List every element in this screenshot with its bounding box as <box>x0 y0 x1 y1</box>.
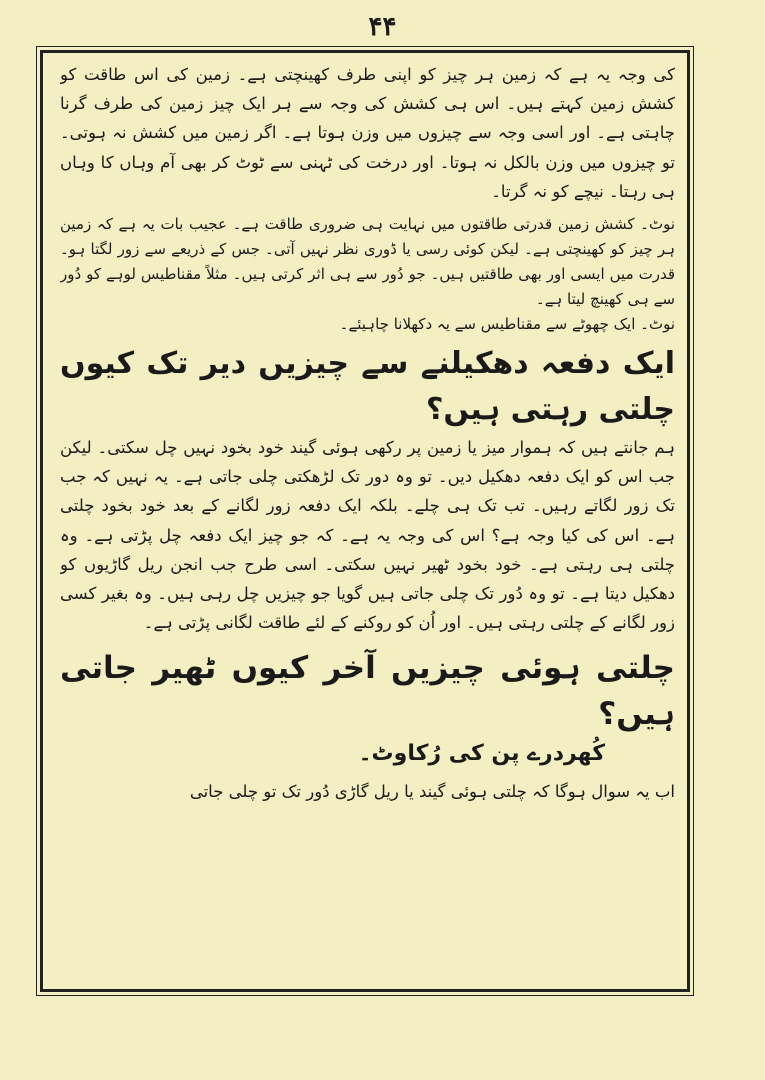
heading-stopping: چلتی ہوئی چیزیں آخر کیوں ٹھیر جاتی ہیں؟ <box>60 650 675 733</box>
page-body <box>60 60 675 985</box>
paragraph-friction: اب یہ سوال ہوگا کہ چلتی ہوئی گیند یا ریل گاڑی دُور تک تو چلی جاتی <box>189 782 675 802</box>
heading-motion: ایک دفعہ دھکیلنے سے چیزیں دیر تک کیوں چلتی رہتی ہیں؟ <box>60 346 675 428</box>
subheading-friction: کُھردرے پن کی رُکاوٹ۔ <box>358 741 605 767</box>
page-number: ۴۴ <box>368 12 397 42</box>
paragraph-gravity: کی وجہ یہ ہے کہ زمین ہر چیز کو اپنی طرف کھینچتی ہے۔ زمین کی اس طاقت کو کشش زمین کہتے ہیں۔ اس ہی کشش کی وجہ سے ہر ایک چیز زمین کی طرف گرنا چاہتی ہے۔ اور اسی وجہ سے چیزوں میں وزن ہوتا ہے۔ اگر زمین میں کشش نہ ہوتی۔ تو چیزوں میں وزن بالکل نہ ہوتا۔ اور درخت کی ٹہنی سے ٹوٹ کر بھی آم وہاں کا وہاں ہی رہتا۔ نیچے کو نہ گرتا۔ <box>60 65 675 201</box>
paragraph-motion: ہم جانتے ہیں کہ ہموار میز یا زمین پر رکھی ہوئی گیند خود بخود نہیں چل سکتی۔ لیکن جب اس کو ایک دفعہ دھکیل دیں۔ تو وہ دور تک لڑھکتی چلی جاتی ہے۔ یہ نہیں کہ جب تک زور لگاتے رہیں۔ تب تک ہی چلے۔ بلکہ ایک دفعہ زور لگانے کے بعد خود بخود چلتی ہے۔ اس کی کیا وجہ ہے؟ اس کی وجہ یہ ہے۔ کہ جو چیز ایک دفعہ چل پڑتی ہے۔ وہ چلتی ہی رہتی ہے۔ خود بخود ٹھیر نہیں سکتی۔ اسی طرح جب انجن ریل گاڑیوں کو دھکیل دیتا ہے۔ تو وہ دُور تک چلی جاتی ہیں گویا جو چیزیں چل رہی ہیں۔ وہ بغیر کسی زور لگانے کے چلتی رہتی ہیں۔ اور اُن کو روکنے کے لئے طاقت لگانی پڑتی ہے۔ <box>60 438 675 633</box>
note-magnet: نوٹ۔ ایک چھوٹے سے مقناطیس سے یہ دکھلانا چاہیئے۔ <box>339 315 675 334</box>
note-gravity: نوٹ۔ کشش زمین قدرتی طاقتوں میں نہایت ہی ضروری طاقت ہے۔ عجیب بات یہ ہے کہ زمین ہر چیز کو کھینچتی ہے۔ لیکن کوئی رسی یا ڈوری نظر نہیں آتی۔ جس کے ذریعے سے زور لگتا ہو۔ قدرت میں ایسی اور بھی طاقتیں ہیں۔ جو دُور سے ہی اثر کرتی ہیں۔ مثلاً مقناطیس لوہے کو دُور سے ہی کھینچ لیتا ہے۔ <box>60 215 675 309</box>
